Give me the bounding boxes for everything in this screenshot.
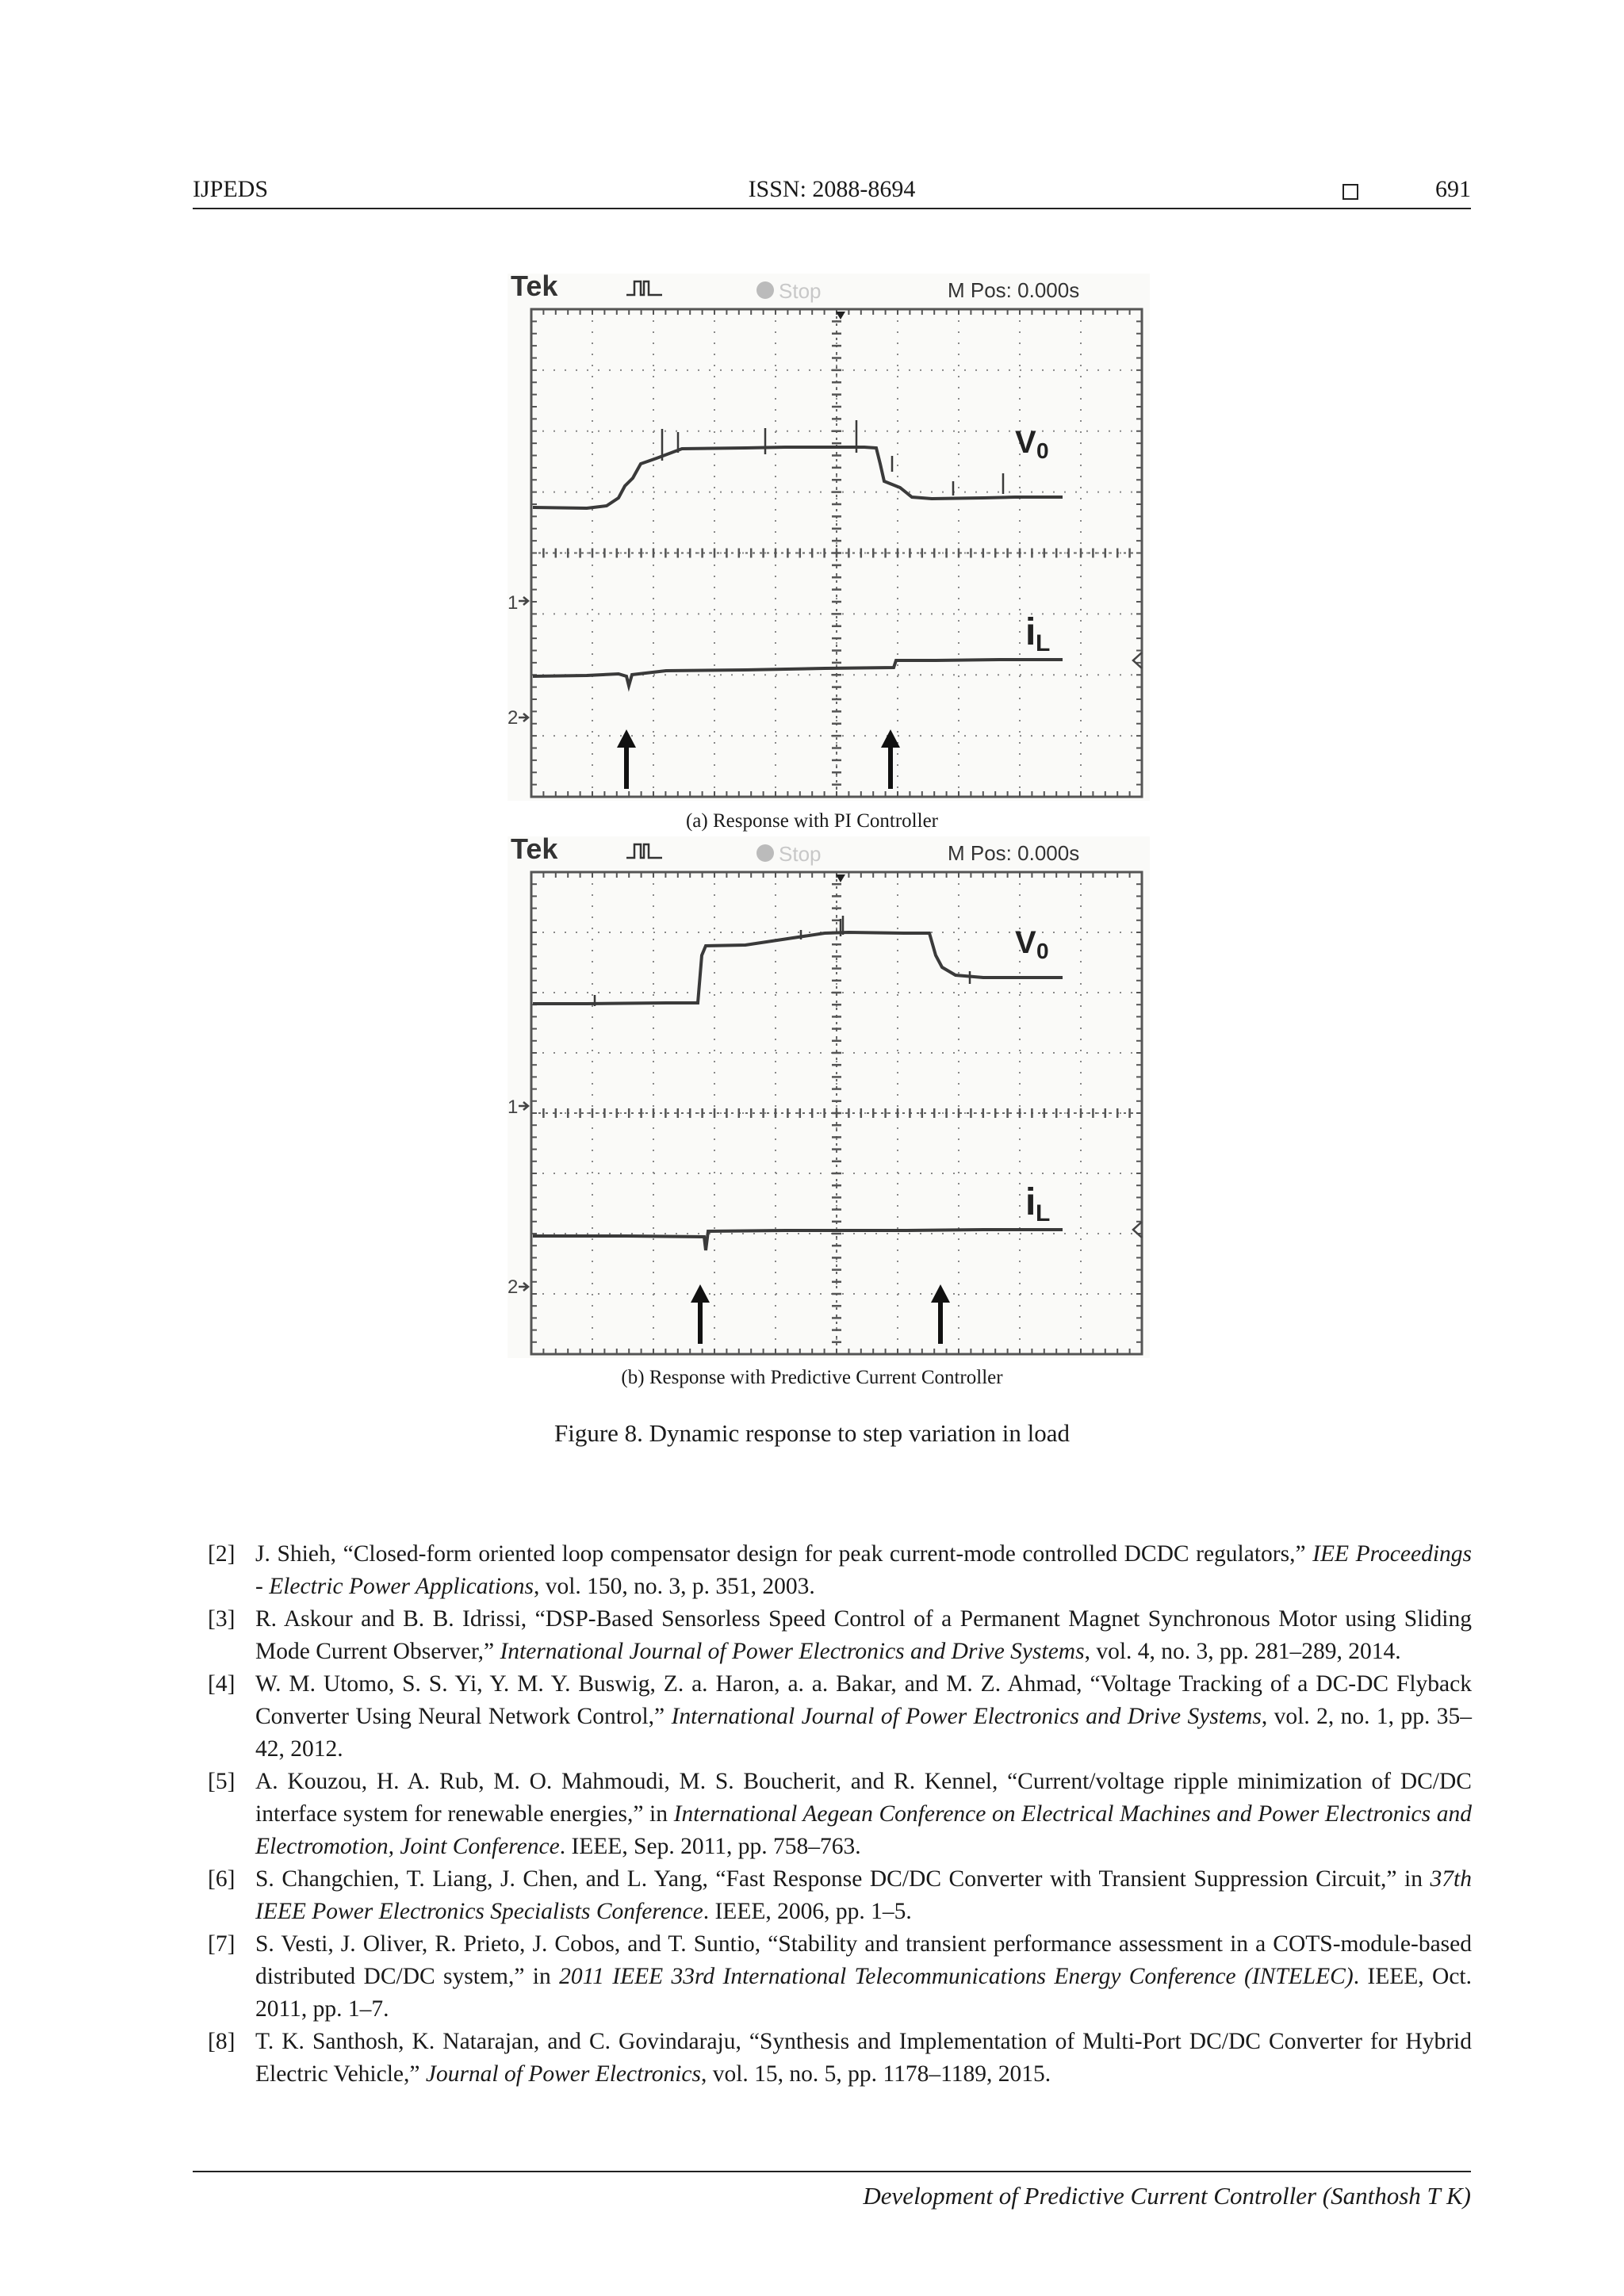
reference-venue: Journal of Power Electronics (425, 2061, 701, 2087)
reference-venue: International Aegean Conference on Electrical Machines and Power Electronics and Electromotion, Joint Conference (255, 1801, 1473, 1859)
reference-text: R. Askour and B. B. Idrissi, “DSP-Based Sensorless Speed Control of a Permanent Magnet Synchronous Motor using Sliding Mode Current Observer,” (255, 1606, 1472, 1664)
trigger-level-icon (1133, 652, 1142, 668)
page-number: 691 (1435, 176, 1471, 202)
reference-venue: International Journal of Power Electronics and Drive Systems (671, 1704, 1262, 1729)
channel-2-arrow-icon (519, 714, 528, 721)
reference-text: J. Shieh, “Closed-form oriented loop compensator design for peak current-mode controlled DCDC regulators,” (255, 1541, 1313, 1567)
reference-item (208, 1863, 1472, 1928)
il-subscript: L (1036, 1200, 1051, 1226)
reference-item (208, 1538, 1472, 1603)
il-trace (533, 660, 1063, 686)
scope-grid (531, 872, 1142, 1354)
reference-item (208, 1928, 1472, 2026)
figure-caption: Figure 8. Dynamic response to step variation in load (553, 1419, 1070, 1447)
reference-details: , vol. 4, no. 3, pp. 281–289, 2014. (1084, 1639, 1401, 1664)
stop-indicator-icon (756, 844, 774, 862)
il-trace (533, 1230, 1063, 1250)
run-status: Stop (779, 842, 822, 866)
reference-text: T. K. Santhosh, K. Natarajan, and C. Govindaraju, “Synthesis and Implementation of Multi-Port DC/DC Converter for Hybrid Electric Vehicle,” (255, 2029, 1472, 2087)
reference-item (208, 1766, 1472, 1863)
reference-number: [3] (208, 1606, 236, 1632)
reference-number: [2] (208, 1541, 236, 1567)
load-step-up-arrow-icon (617, 729, 636, 789)
reference-details: . IEEE, 2006, pp. 1–5. (703, 1899, 912, 1924)
subcaption-b: (b) Response with Predictive Current Controller (621, 1367, 1003, 1388)
il-subscript: L (1036, 630, 1051, 656)
channel-1-arrow-icon (519, 1102, 528, 1110)
vo-label: V (1015, 425, 1036, 460)
reference-text: A. Kouzou, H. A. Rub, M. O. Mahmoudi, M. S. Boucherit, and R. Kennel, “Current/voltage ripple minimization of DC/DC interface system for renewable energies,” in (255, 1769, 1472, 1827)
reference-item (208, 1603, 1472, 1668)
reference-details: . IEEE, Sep. 2011, pp. 758–763. (559, 1834, 861, 1859)
reference-number: [6] (208, 1866, 236, 1892)
stop-indicator-icon (756, 281, 774, 299)
vo-subscript: 0 (1036, 939, 1049, 963)
reference-details: . IEEE, Oct. 2011, pp. 1–7. (255, 1964, 1472, 2022)
journal-name: IJPEDS (193, 176, 269, 202)
reference-details: , vol. 15, no. 5, pp. 1178–1189, 2015. (700, 2061, 1051, 2087)
vo-spikes (595, 916, 970, 1006)
reference-text: S. Changchien, T. Liang, J. Chen, and L. Yang, “Fast Response DC/DC Converter with Transient Suppression Circuit,” in (255, 1866, 1431, 1892)
reference-number: [7] (208, 1931, 236, 1957)
channel-1-marker: 1 (508, 592, 519, 614)
vo-label: V (1015, 925, 1036, 960)
trigger-level-icon (1133, 1222, 1142, 1238)
reference-venue: 2011 IEEE 33rd International Telecommunications Energy Conference (INTELEC) (559, 1964, 1354, 1989)
reference-list (208, 1538, 1472, 2091)
reference-details: , vol. 150, no. 3, p. 351, 2003. (533, 1574, 815, 1599)
reference-venue: IEE Proceedings - Electric Power Applications (255, 1541, 1472, 1599)
running-header (193, 176, 1471, 209)
brand-label: Tek (511, 274, 558, 302)
m-pos-readout: M Pos: 0.000s (948, 841, 1080, 865)
m-pos-readout: M Pos: 0.000s (948, 278, 1080, 302)
reference-text: W. M. Utomo, S. S. Yi, Y. M. Y. Buswig, Z. a. Haron, a. a. Bakar, and M. Z. Ahmad, “Voltage Tracking of a DC-DC Flyback Converter Using Neural Network Control,” (255, 1671, 1472, 1729)
reference-venue: International Journal of Power Electronics and Drive Systems (500, 1639, 1085, 1664)
channel-2-marker: 2 (508, 707, 519, 729)
brand-label: Tek (511, 836, 558, 865)
square-icon (1342, 184, 1358, 200)
reference-number: [5] (208, 1769, 236, 1794)
vo-trace (533, 447, 1063, 508)
run-status: Stop (779, 279, 822, 303)
trigger-icon (626, 844, 662, 858)
reference-item (208, 2026, 1472, 2091)
load-step-up-arrow-icon (691, 1284, 710, 1344)
footer-rule (193, 2171, 1471, 2172)
running-footer: Development of Predictive Current Controller (Santhosh T K) (863, 2182, 1471, 2210)
issn: ISSN: 2088-8694 (748, 176, 916, 202)
reference-text: S. Vesti, J. Oliver, R. Prieto, J. Cobos, and T. Suntio, “Stability and transient performance assessment in a COTS-module-based distributed DC/DC system,” in (255, 1931, 1472, 1989)
reference-item (208, 1668, 1472, 1766)
il-label: i (1025, 1181, 1036, 1223)
oscilloscope-b (508, 836, 1150, 1358)
il-label: i (1025, 611, 1036, 653)
channel-1-marker: 1 (508, 1096, 519, 1118)
load-step-down-arrow-icon (881, 729, 900, 789)
reference-number: [8] (208, 2029, 236, 2054)
subcaption-a: (a) Response with PI Controller (685, 810, 938, 832)
reference-details: , vol. 2, no. 1, pp. 35–42, 2012. (255, 1704, 1472, 1762)
trigger-icon (626, 281, 662, 295)
reference-venue: 37th IEEE Power Electronics Specialists Conference (255, 1866, 1472, 1924)
scope-grid (531, 309, 1142, 797)
oscilloscope-a (508, 274, 1150, 801)
vo-subscript: 0 (1036, 438, 1049, 463)
channel-2-marker: 2 (508, 1276, 519, 1298)
reference-number: [4] (208, 1671, 236, 1697)
channel-1-arrow-icon (519, 597, 528, 605)
load-step-down-arrow-icon (931, 1284, 950, 1344)
channel-2-arrow-icon (519, 1283, 528, 1291)
